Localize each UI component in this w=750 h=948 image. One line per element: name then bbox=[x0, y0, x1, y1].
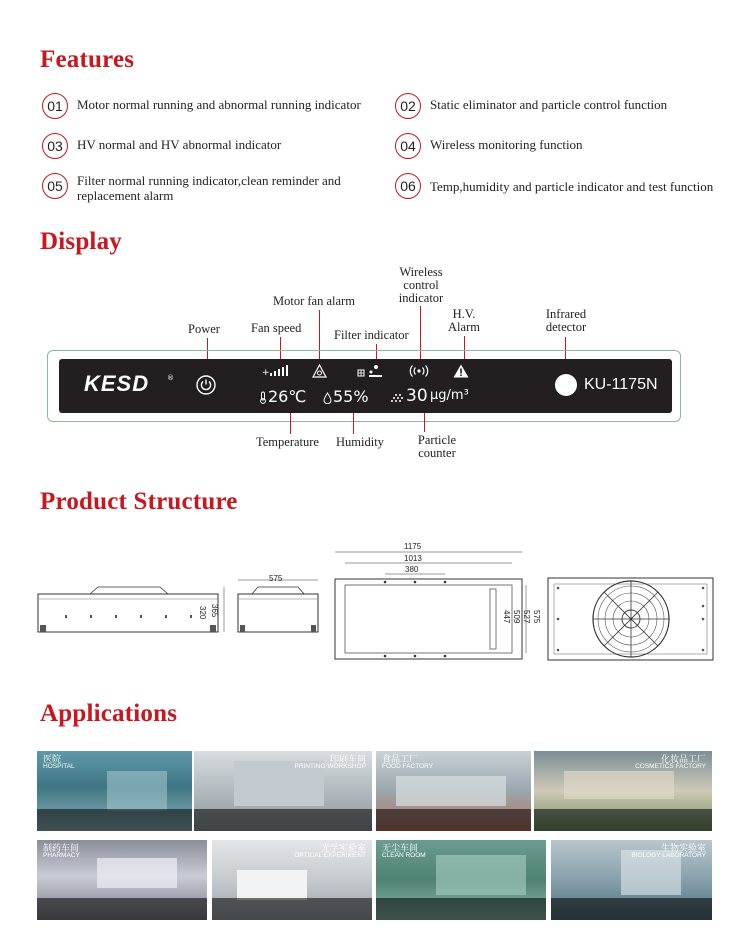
wireless-icon bbox=[408, 364, 430, 378]
label-humidity: Humidity bbox=[336, 435, 384, 449]
label-motor-fan-alarm: Motor fan alarm bbox=[273, 294, 355, 308]
app-caption-cn: 生物实验室 bbox=[660, 844, 706, 854]
model-label: KU-1175N bbox=[584, 376, 658, 393]
dim-top-575: 575 bbox=[532, 610, 541, 624]
app-cosmetics-photo bbox=[534, 751, 712, 831]
label-temperature: Temperature bbox=[256, 435, 319, 449]
top-view-drawing bbox=[330, 545, 542, 663]
label-filter-indicator: Filter indicator bbox=[334, 328, 409, 342]
app-caption-en: OPTICAL EXPERIMENT bbox=[294, 852, 366, 859]
dim-side-320: 320 bbox=[198, 606, 207, 620]
motor-fan-alarm-icon bbox=[312, 364, 327, 378]
app-caption-cn: 印刷车间 bbox=[329, 755, 366, 765]
filter-indicator-icon bbox=[356, 364, 384, 378]
feature-item bbox=[42, 93, 382, 119]
app-caption-en: HOSPITAL bbox=[43, 763, 75, 770]
label-hv-alarm: H.V. Alarm bbox=[448, 307, 480, 334]
feature-number: 05 bbox=[42, 173, 68, 199]
features-title: Features bbox=[40, 46, 135, 73]
feature-text: Wireless monitoring function bbox=[430, 137, 583, 152]
pointer-line bbox=[353, 413, 354, 434]
particle-unit: μg/m³ bbox=[430, 388, 469, 403]
fan-speed-icon bbox=[262, 364, 292, 378]
app-biology-photo bbox=[551, 840, 712, 920]
front-view-drawing bbox=[232, 575, 327, 640]
feature-text: HV normal and HV abnormal indicator bbox=[77, 137, 282, 152]
dim-top-447: 447 bbox=[502, 610, 511, 624]
feature-item bbox=[395, 133, 750, 159]
fan-view-drawing bbox=[546, 576, 716, 662]
app-caption-cn: 无尘车间 bbox=[382, 844, 419, 854]
feature-item bbox=[42, 133, 382, 159]
dim-top-1175: 1175 bbox=[404, 542, 422, 551]
dim-top-380: 380 bbox=[405, 565, 419, 574]
label-infrared: Infrared detector bbox=[545, 307, 587, 334]
feature-number: 03 bbox=[42, 133, 68, 159]
feature-text: Temp,humidity and particle indicator and test function bbox=[430, 179, 714, 194]
app-food-photo bbox=[376, 751, 531, 831]
app-printing-photo bbox=[194, 751, 372, 831]
app-caption-cn: 化妆品工厂 bbox=[660, 755, 706, 765]
infrared-sensor bbox=[555, 374, 577, 396]
hv-alarm-icon bbox=[453, 364, 469, 378]
feature-number: 01 bbox=[42, 93, 68, 119]
power-button[interactable] bbox=[196, 375, 216, 395]
feature-number: 06 bbox=[395, 173, 421, 199]
app-caption-cn: 制药车间 bbox=[43, 844, 80, 854]
particle-icon bbox=[390, 393, 404, 403]
structure-title: Product Structure bbox=[40, 488, 238, 515]
feature-text: Motor normal running and abnormal running indicator bbox=[77, 97, 361, 112]
app-caption-en: PHARMACY bbox=[43, 852, 80, 859]
registered-mark: ® bbox=[167, 374, 174, 382]
dim-side-365: 365 bbox=[210, 604, 219, 618]
applications-title: Applications bbox=[40, 700, 178, 727]
feature-number: 04 bbox=[395, 133, 421, 159]
dim-top-509: 509 bbox=[512, 610, 521, 624]
app-cleanroom-photo bbox=[376, 840, 546, 920]
app-hospital-photo bbox=[37, 751, 192, 831]
app-caption-cn: 光学实验室 bbox=[320, 844, 366, 854]
label-power: Power bbox=[188, 322, 220, 336]
app-caption-cn: 医院 bbox=[43, 755, 62, 765]
label-wireless-control: Wireless control indicator bbox=[398, 265, 444, 305]
label-particle-counter: Particle counter bbox=[417, 433, 457, 460]
pointer-line bbox=[290, 413, 291, 434]
temperature-readout: 26℃ bbox=[268, 387, 307, 406]
app-caption-en: FOOD FACTORY bbox=[382, 763, 434, 770]
thermometer-icon bbox=[259, 391, 267, 404]
dim-front-575: 575 bbox=[269, 574, 283, 583]
feature-item bbox=[42, 173, 367, 203]
app-caption-en: PRINTING WORKSHOP bbox=[294, 763, 366, 770]
humidity-readout: 55% bbox=[333, 387, 369, 406]
dim-top-1013: 1013 bbox=[404, 554, 422, 563]
display-title: Display bbox=[40, 228, 122, 255]
power-icon bbox=[196, 375, 216, 395]
particle-readout: 30 bbox=[406, 386, 428, 406]
pointer-line bbox=[424, 413, 425, 432]
app-optical-photo bbox=[212, 840, 372, 920]
app-caption-en: COSMETICS FACTORY bbox=[635, 763, 706, 770]
dim-top-527: 527 bbox=[522, 610, 531, 624]
brand-logo: KESD bbox=[84, 371, 150, 396]
app-caption-en: BIOLOGY LABORATORY bbox=[631, 852, 706, 859]
humidity-icon bbox=[323, 392, 332, 404]
feature-item bbox=[395, 93, 750, 119]
feature-item bbox=[395, 173, 750, 199]
feature-text: Static eliminator and particle control function bbox=[430, 97, 668, 112]
feature-number: 02 bbox=[395, 93, 421, 119]
feature-text: Filter normal running indicator,clean reminder and replacement alarm bbox=[77, 173, 341, 203]
label-fan-speed: Fan speed bbox=[251, 321, 302, 335]
app-caption-cn: 食品工厂 bbox=[382, 755, 419, 765]
app-pharmacy-photo bbox=[37, 840, 207, 920]
svg-text:+: + bbox=[262, 368, 270, 378]
app-caption-en: CLEAN ROOM bbox=[382, 852, 426, 859]
